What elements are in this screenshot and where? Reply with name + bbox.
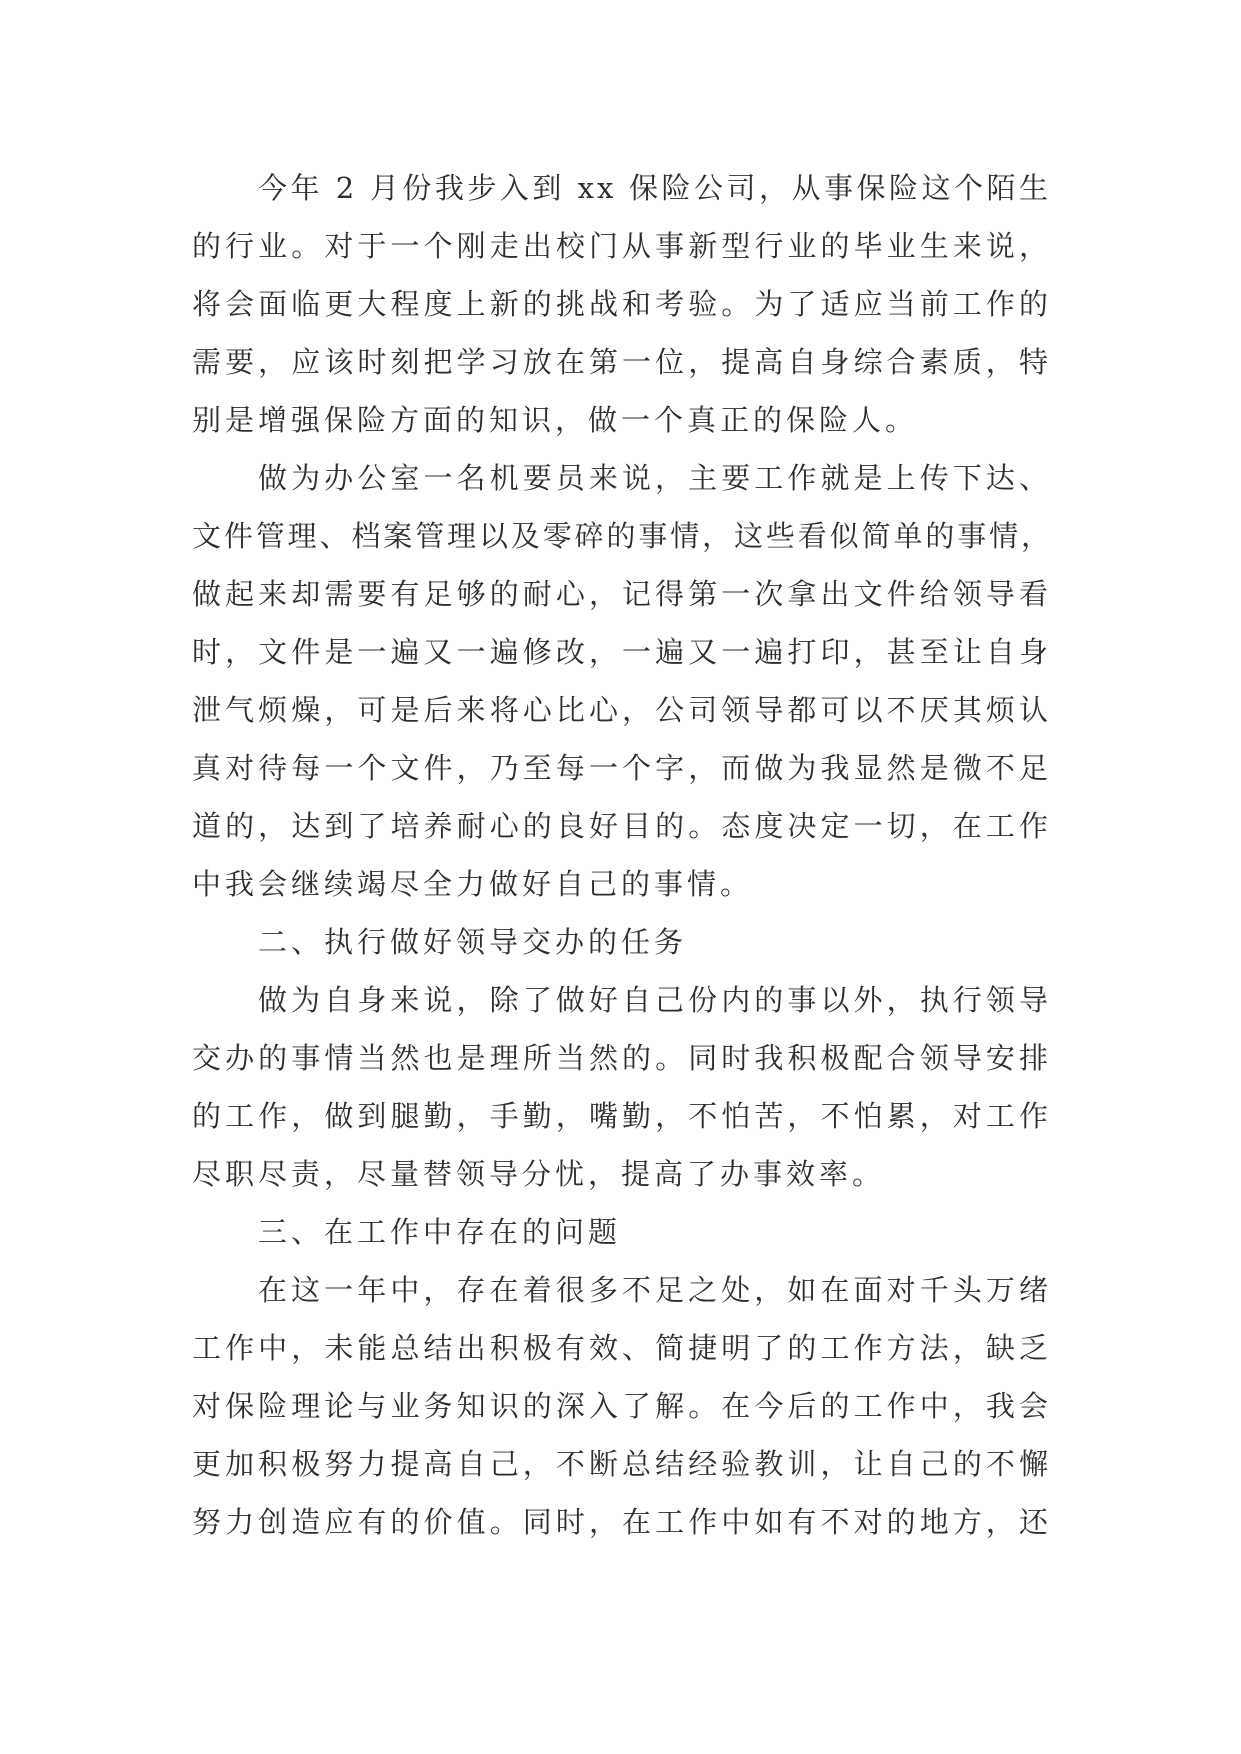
paragraph-line: 时，文件是一遍又一遍修改，一遍又一遍打印，甚至让自身 (192, 635, 1051, 669)
paragraph-line: 中我会继续竭尽全力做好自己的事情。 (192, 867, 754, 901)
paragraph-line: 对保险理论与业务知识的深入了解。在今后的工作中，我会 (192, 1389, 1051, 1423)
document-body (192, 159, 1051, 1551)
paragraph-line: 做为自身来说，除了做好自己份内的事以外，执行领导 (258, 983, 1051, 1017)
paragraph-line: 需要，应该时刻把学习放在第一位，提高自身综合素质，特 (192, 345, 1051, 379)
paragraph-problems (192, 1261, 1051, 1551)
paragraph-line: 道的，达到了培养耐心的良好目的。态度决定一切，在工作 (192, 809, 1051, 843)
paragraph-line: 文件管理、档案管理以及零碎的事情，这些看似简单的事情， (192, 519, 1051, 553)
paragraph-line: 更加积极努力提高自己，不断总结经验教训，让自己的不懈 (192, 1447, 1051, 1481)
paragraph-line: 努力创造应有的价值。同时，在工作中如有不对的地方，还 (192, 1505, 1051, 1539)
section-heading-tasks: 二、执行做好领导交办的任务 (258, 925, 688, 959)
paragraph-intro (192, 159, 1051, 449)
paragraph-duties (192, 449, 1051, 913)
paragraph-line: 别是增强保险方面的知识，做一个真正的保险人。 (192, 403, 919, 437)
paragraph-line: 工作中，未能总结出积极有效、简捷明了的工作方法，缺乏 (192, 1331, 1051, 1365)
paragraph-line: 尽职尽责，尽量替领导分忧，提高了办事效率。 (192, 1157, 886, 1191)
paragraph-line: 交办的事情当然也是理所当然的。同时我积极配合领导安排 (192, 1041, 1051, 1075)
paragraph-line: 做起来却需要有足够的耐心，记得第一次拿出文件给领导看 (192, 577, 1051, 611)
paragraph-line: 真对待每一个文件，乃至每一个字，而做为我显然是微不足 (192, 751, 1051, 785)
paragraph-line: 的行业。对于一个刚走出校门从事新型行业的毕业生来说， (192, 229, 1051, 263)
paragraph-tasks (192, 971, 1051, 1203)
paragraph-line: 在这一年中，存在着很多不足之处，如在面对千头万绪 (258, 1273, 1051, 1307)
paragraph-line: 今年 2 月份我步入到 xx 保险公司，从事保险这个陌生 (258, 171, 1051, 205)
paragraph-line: 泄气烦燥，可是后来将心比心，公司领导都可以不厌其烦认 (192, 693, 1051, 727)
paragraph-line: 将会面临更大程度上新的挑战和考验。为了适应当前工作的 (192, 287, 1051, 321)
paragraph-line: 做为办公室一名机要员来说，主要工作就是上传下达、 (258, 461, 1051, 495)
section-heading-problems: 三、在工作中存在的问题 (258, 1215, 622, 1249)
paragraph-line: 的工作，做到腿勤，手勤，嘴勤，不怕苦，不怕累，对工作 (192, 1099, 1051, 1133)
